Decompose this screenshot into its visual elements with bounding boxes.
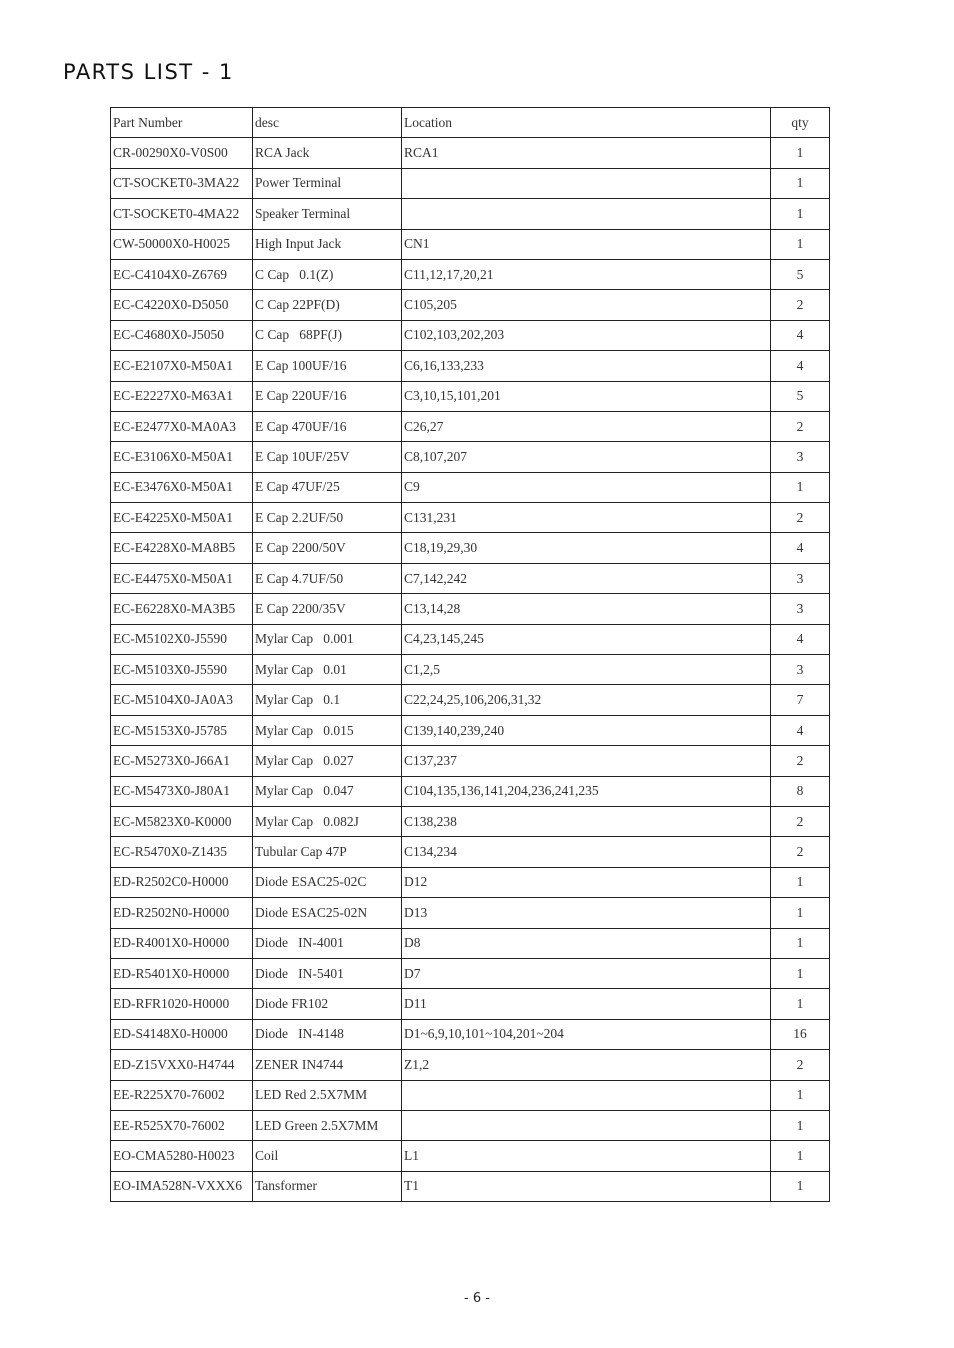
cell-location: C7,142,242 (402, 563, 771, 593)
table-row (111, 867, 830, 897)
table-row (111, 1171, 830, 1201)
cell-desc: Mylar Cap 0.027 (253, 746, 402, 776)
cell-location: C9 (402, 472, 771, 502)
cell-location: C6,16,133,233 (402, 351, 771, 381)
cell-desc: LED Red 2.5X7MM (253, 1080, 402, 1110)
cell-desc: Mylar Cap 0.047 (253, 776, 402, 806)
cell-part-number: ED-R2502C0-H0000 (111, 867, 253, 897)
cell-part-number: EC-M5104X0-JA0A3 (111, 685, 253, 715)
cell-location: D1~6,9,10,101~104,201~204 (402, 1019, 771, 1049)
cell-part-number: EC-R5470X0-Z1435 (111, 837, 253, 867)
page-number: - 6 - (464, 1291, 490, 1306)
cell-location: D8 (402, 928, 771, 958)
cell-qty: 2 (771, 290, 830, 320)
cell-qty: 2 (771, 411, 830, 441)
table-row (111, 563, 830, 593)
cell-part-number: CR-00290X0-V0S00 (111, 138, 253, 168)
cell-desc: Mylar Cap 0.1 (253, 685, 402, 715)
cell-desc: E Cap 220UF/16 (253, 381, 402, 411)
cell-location: C131,231 (402, 503, 771, 533)
cell-desc: C Cap 22PF(D) (253, 290, 402, 320)
table-row (111, 1110, 830, 1140)
table-row (111, 442, 830, 472)
cell-qty: 1 (771, 928, 830, 958)
table-row (111, 411, 830, 441)
cell-desc: Diode FR102 (253, 989, 402, 1019)
cell-location: C26,27 (402, 411, 771, 441)
cell-desc: Mylar Cap 0.001 (253, 624, 402, 654)
cell-part-number: EC-M5273X0-J66A1 (111, 746, 253, 776)
table-row (111, 1080, 830, 1110)
cell-desc: LED Green 2.5X7MM (253, 1110, 402, 1140)
cell-qty: 8 (771, 776, 830, 806)
cell-desc: Diode IN-5401 (253, 958, 402, 988)
header-qty: qty (771, 108, 830, 138)
cell-qty: 5 (771, 259, 830, 289)
cell-desc: E Cap 470UF/16 (253, 411, 402, 441)
cell-location (402, 1110, 771, 1140)
cell-desc: C Cap 0.1(Z) (253, 259, 402, 289)
cell-qty: 4 (771, 715, 830, 745)
table-row (111, 229, 830, 259)
cell-part-number: EC-C4680X0-J5050 (111, 320, 253, 350)
cell-desc: Diode IN-4001 (253, 928, 402, 958)
cell-qty: 1 (771, 898, 830, 928)
table-row (111, 290, 830, 320)
cell-location: D7 (402, 958, 771, 988)
cell-desc: C Cap 68PF(J) (253, 320, 402, 350)
table-body (111, 138, 830, 1202)
table-row (111, 533, 830, 563)
cell-desc: Mylar Cap 0.082J (253, 806, 402, 836)
cell-location: D13 (402, 898, 771, 928)
cell-qty: 2 (771, 806, 830, 836)
table-row (111, 351, 830, 381)
cell-location: T1 (402, 1171, 771, 1201)
cell-location: L1 (402, 1141, 771, 1171)
cell-part-number: EO-CMA5280-H0023 (111, 1141, 253, 1171)
table-row (111, 320, 830, 350)
cell-part-number: ED-R2502N0-H0000 (111, 898, 253, 928)
cell-desc: Power Terminal (253, 168, 402, 198)
table-row (111, 746, 830, 776)
table-row (111, 898, 830, 928)
table-row (111, 199, 830, 229)
cell-location (402, 1080, 771, 1110)
cell-location: C105,205 (402, 290, 771, 320)
cell-desc: Coil (253, 1141, 402, 1171)
table-row (111, 138, 830, 168)
cell-part-number: EE-R525X70-76002 (111, 1110, 253, 1140)
table-row (111, 715, 830, 745)
table-row (111, 624, 830, 654)
cell-part-number: EC-M5103X0-J5590 (111, 655, 253, 685)
table-row (111, 1019, 830, 1049)
cell-qty: 7 (771, 685, 830, 715)
table-row (111, 1050, 830, 1080)
cell-part-number: EC-C4104X0-Z6769 (111, 259, 253, 289)
cell-desc: Diode ESAC25-02N (253, 898, 402, 928)
cell-location: C8,107,207 (402, 442, 771, 472)
cell-qty: 2 (771, 1050, 830, 1080)
cell-qty: 1 (771, 1141, 830, 1171)
cell-qty: 1 (771, 168, 830, 198)
cell-qty: 1 (771, 867, 830, 897)
cell-qty: 2 (771, 503, 830, 533)
table-row (111, 928, 830, 958)
cell-part-number: EO-IMA528N-VXXX6 (111, 1171, 253, 1201)
cell-desc: E Cap 47UF/25 (253, 472, 402, 502)
cell-part-number: CT-SOCKET0-4MA22 (111, 199, 253, 229)
cell-desc: E Cap 4.7UF/50 (253, 563, 402, 593)
cell-part-number: EC-C4220X0-D5050 (111, 290, 253, 320)
cell-location: C18,19,29,30 (402, 533, 771, 563)
cell-qty: 4 (771, 320, 830, 350)
cell-location: C138,238 (402, 806, 771, 836)
cell-qty: 3 (771, 655, 830, 685)
cell-qty: 1 (771, 229, 830, 259)
cell-part-number: EC-E3476X0-M50A1 (111, 472, 253, 502)
cell-part-number: EC-M5823X0-K0000 (111, 806, 253, 836)
cell-desc: Tansformer (253, 1171, 402, 1201)
cell-location: C1,2,5 (402, 655, 771, 685)
cell-part-number: EE-R225X70-76002 (111, 1080, 253, 1110)
cell-qty: 2 (771, 746, 830, 776)
cell-part-number: EC-E2477X0-MA0A3 (111, 411, 253, 441)
table-row (111, 989, 830, 1019)
cell-part-number: ED-S4148X0-H0000 (111, 1019, 253, 1049)
cell-desc: Mylar Cap 0.015 (253, 715, 402, 745)
cell-qty: 4 (771, 351, 830, 381)
cell-part-number: EC-M5473X0-J80A1 (111, 776, 253, 806)
table-row (111, 503, 830, 533)
cell-desc: E Cap 10UF/25V (253, 442, 402, 472)
cell-location: C3,10,15,101,201 (402, 381, 771, 411)
cell-part-number: EC-E4228X0-MA8B5 (111, 533, 253, 563)
cell-part-number: EC-E2107X0-M50A1 (111, 351, 253, 381)
table-header-row (111, 108, 830, 138)
cell-location: C134,234 (402, 837, 771, 867)
cell-qty: 3 (771, 442, 830, 472)
cell-location: C137,237 (402, 746, 771, 776)
cell-part-number: EC-E4475X0-M50A1 (111, 563, 253, 593)
cell-desc: ZENER IN4744 (253, 1050, 402, 1080)
table-row (111, 381, 830, 411)
cell-location: Z1,2 (402, 1050, 771, 1080)
table-row (111, 837, 830, 867)
cell-location: D11 (402, 989, 771, 1019)
cell-desc: Speaker Terminal (253, 199, 402, 229)
cell-part-number: CT-SOCKET0-3MA22 (111, 168, 253, 198)
cell-desc: E Cap 100UF/16 (253, 351, 402, 381)
cell-location: C102,103,202,203 (402, 320, 771, 350)
cell-qty: 1 (771, 989, 830, 1019)
cell-qty: 4 (771, 533, 830, 563)
cell-location: C22,24,25,106,206,31,32 (402, 685, 771, 715)
page-title: PARTS LIST - 1 (63, 60, 234, 84)
header-part-number: Part Number (111, 108, 253, 138)
table-row (111, 958, 830, 988)
table-row (111, 594, 830, 624)
cell-desc: RCA Jack (253, 138, 402, 168)
table-row (111, 168, 830, 198)
cell-qty: 16 (771, 1019, 830, 1049)
cell-location: C11,12,17,20,21 (402, 259, 771, 289)
cell-desc: E Cap 2200/50V (253, 533, 402, 563)
cell-qty: 3 (771, 563, 830, 593)
cell-part-number: ED-Z15VXX0-H4744 (111, 1050, 253, 1080)
cell-qty: 1 (771, 958, 830, 988)
cell-qty: 3 (771, 594, 830, 624)
cell-part-number: EC-M5153X0-J5785 (111, 715, 253, 745)
cell-qty: 1 (771, 1080, 830, 1110)
cell-part-number: EC-E6228X0-MA3B5 (111, 594, 253, 624)
cell-location: C13,14,28 (402, 594, 771, 624)
table-row (111, 1141, 830, 1171)
table-row (111, 472, 830, 502)
cell-part-number: ED-R5401X0-H0000 (111, 958, 253, 988)
cell-desc: Mylar Cap 0.01 (253, 655, 402, 685)
cell-qty: 4 (771, 624, 830, 654)
parts-table (110, 107, 830, 1202)
cell-qty: 5 (771, 381, 830, 411)
cell-part-number: EC-E2227X0-M63A1 (111, 381, 253, 411)
cell-desc: High Input Jack (253, 229, 402, 259)
cell-desc: Diode IN-4148 (253, 1019, 402, 1049)
cell-qty: 1 (771, 1110, 830, 1140)
cell-part-number: CW-50000X0-H0025 (111, 229, 253, 259)
cell-part-number: ED-R4001X0-H0000 (111, 928, 253, 958)
table-row (111, 806, 830, 836)
table-row (111, 776, 830, 806)
cell-part-number: EC-M5102X0-J5590 (111, 624, 253, 654)
cell-location: D12 (402, 867, 771, 897)
cell-qty: 1 (771, 1171, 830, 1201)
cell-qty: 1 (771, 138, 830, 168)
cell-desc: Diode ESAC25-02C (253, 867, 402, 897)
cell-location: C104,135,136,141,204,236,241,235 (402, 776, 771, 806)
cell-location: CN1 (402, 229, 771, 259)
header-desc: desc (253, 108, 402, 138)
cell-qty: 2 (771, 837, 830, 867)
cell-location (402, 168, 771, 198)
cell-qty: 1 (771, 472, 830, 502)
cell-part-number: ED-RFR1020-H0000 (111, 989, 253, 1019)
cell-location: C4,23,145,245 (402, 624, 771, 654)
cell-qty: 1 (771, 199, 830, 229)
table-row (111, 685, 830, 715)
cell-location: RCA1 (402, 138, 771, 168)
table-row (111, 259, 830, 289)
cell-part-number: EC-E3106X0-M50A1 (111, 442, 253, 472)
cell-desc: Tubular Cap 47P (253, 837, 402, 867)
cell-location: C139,140,239,240 (402, 715, 771, 745)
cell-desc: E Cap 2.2UF/50 (253, 503, 402, 533)
cell-part-number: EC-E4225X0-M50A1 (111, 503, 253, 533)
table-row (111, 655, 830, 685)
cell-location (402, 199, 771, 229)
cell-desc: E Cap 2200/35V (253, 594, 402, 624)
header-location: Location (402, 108, 771, 138)
